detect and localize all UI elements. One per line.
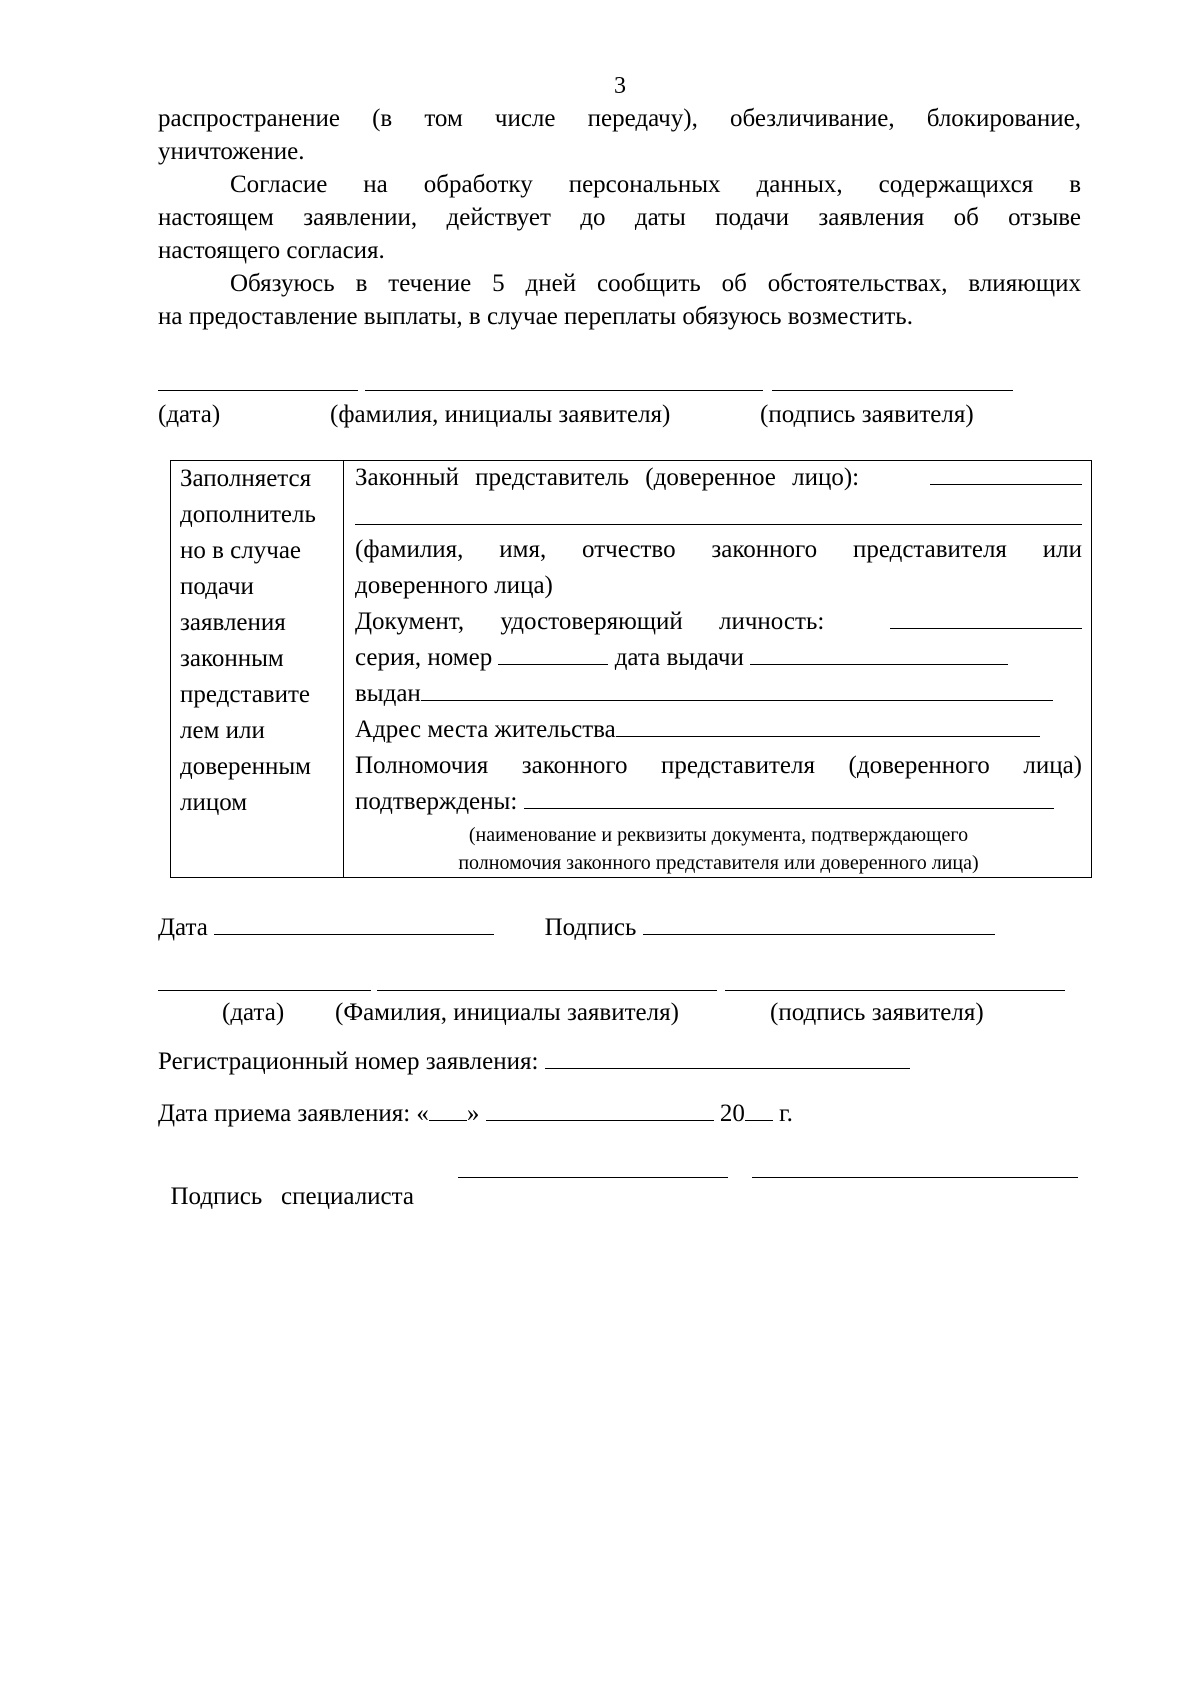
series-row <box>355 641 1082 674</box>
doc-label: Документ, удостоверяющий личность: <box>355 608 825 635</box>
receipt-date-label: Дата приема заявления: « <box>158 1100 429 1127</box>
left-line: представите <box>180 681 310 708</box>
paragraph-2-line-1: Согласие на обработку персональных данных, содержащихся в <box>230 171 1081 198</box>
paragraph-2-line-3: настоящего согласия. <box>158 237 385 264</box>
address-row <box>355 713 1082 746</box>
doc-hint-line-2: полномочия законного представителя или доверенного лица) <box>458 852 979 874</box>
name-line-1[interactable] <box>365 390 763 391</box>
left-line: подачи <box>180 573 254 600</box>
receipt-day-field[interactable] <box>429 1098 467 1121</box>
doc-field[interactable] <box>890 606 1082 629</box>
name-caption-2: (Фамилия, инициалы заявителя) <box>335 999 679 1026</box>
specialist-label: Подпись специалиста <box>170 1183 414 1210</box>
signature-caption-2: (подпись заявителя) <box>770 999 984 1026</box>
reg-number-row <box>158 1045 910 1078</box>
table-left-cell <box>180 461 340 821</box>
year-field[interactable] <box>745 1098 773 1121</box>
date-caption-1: (дата) <box>158 401 221 428</box>
issued-by-label: выдан <box>355 680 421 707</box>
series-field[interactable] <box>498 642 608 665</box>
powers-label: подтверждены: <box>355 788 518 815</box>
table-divider <box>343 461 344 877</box>
issue-date-field[interactable] <box>750 642 1008 665</box>
series-label: серия, номер <box>355 644 493 671</box>
issue-date-label: дата выдачи <box>614 644 744 671</box>
date-line-2[interactable] <box>158 990 371 991</box>
rep-name-line[interactable] <box>355 524 1082 525</box>
receipt-date-row <box>158 1097 793 1130</box>
date-label: Дата <box>158 914 208 941</box>
rep-field[interactable] <box>930 462 1082 485</box>
name-caption-1: (фамилия, инициалы заявителя) <box>330 401 671 428</box>
sign-field[interactable] <box>643 912 995 935</box>
left-line: заявления <box>180 609 286 636</box>
receipt-date-close: » <box>466 1100 480 1127</box>
paragraph-2-line-2: настоящем заявлении, действует до даты подачи заявления об отзыве <box>158 204 1081 231</box>
reg-number-field[interactable] <box>545 1046 910 1069</box>
powers-field[interactable] <box>524 786 1054 809</box>
paragraph-3-line-2: на предоставление выплаты, в случае переплаты обязуюсь возместить. <box>158 303 913 330</box>
left-line: дополнитель <box>180 501 316 528</box>
date-caption-2: (дата) <box>222 999 285 1026</box>
left-line: Заполняется <box>180 465 312 492</box>
date-sign-row <box>158 911 995 944</box>
paragraph-1-line-2: уничтожение. <box>158 138 305 165</box>
name-line-2[interactable] <box>377 990 717 991</box>
issued-by-field[interactable] <box>421 678 1053 701</box>
address-field[interactable] <box>616 714 1040 737</box>
receipt-month-field[interactable] <box>486 1098 714 1121</box>
page-number: 3 <box>614 73 626 99</box>
year-suffix: г. <box>779 1100 793 1127</box>
powers-line-1: Полномочия законного представителя (доверенного лица) <box>355 752 1082 779</box>
doc-hint-line-1: (наименование и реквизиты документа, подтверждающего <box>468 824 969 846</box>
paragraph-3-line-1: Обязуюсь в течение 5 дней сообщить об обстоятельствах, влияющих <box>230 270 1081 297</box>
doc-hint <box>355 821 1082 877</box>
date-field[interactable] <box>214 912 494 935</box>
paragraph-1-line-1: распространение (в том числе передачу), обезличивание, блокирование, <box>158 105 1081 132</box>
specialist-row <box>158 1147 414 1213</box>
signature-line-2[interactable] <box>725 990 1065 991</box>
year-prefix: 20 <box>719 1100 745 1127</box>
specialist-name-line[interactable] <box>752 1177 1078 1178</box>
address-label: Адрес места жительства <box>355 716 616 743</box>
issued-by-row <box>355 677 1082 710</box>
left-line: лем или <box>180 717 265 744</box>
powers-row-2 <box>355 785 1082 818</box>
signature-caption-1: (подпись заявителя) <box>760 401 974 428</box>
left-line: лицом <box>180 789 248 816</box>
left-line: но в случае <box>180 537 302 564</box>
left-line: доверенным <box>180 753 311 780</box>
fio-hint-line-2: доверенного лица) <box>355 572 553 599</box>
specialist-sign-line[interactable] <box>458 1177 728 1178</box>
rep-row <box>355 461 1082 494</box>
fio-hint-line-1: (фамилия, имя, отчество законного представителя или <box>355 536 1082 563</box>
left-line: законным <box>180 645 284 672</box>
date-line-1[interactable] <box>158 390 358 391</box>
reg-number-label: Регистрационный номер заявления: <box>158 1048 539 1075</box>
doc-row <box>355 605 1082 638</box>
rep-label: Законный представитель (доверенное лицо): <box>355 464 860 491</box>
signature-line-1[interactable] <box>772 390 1013 391</box>
sign-label: Подпись <box>544 914 637 941</box>
